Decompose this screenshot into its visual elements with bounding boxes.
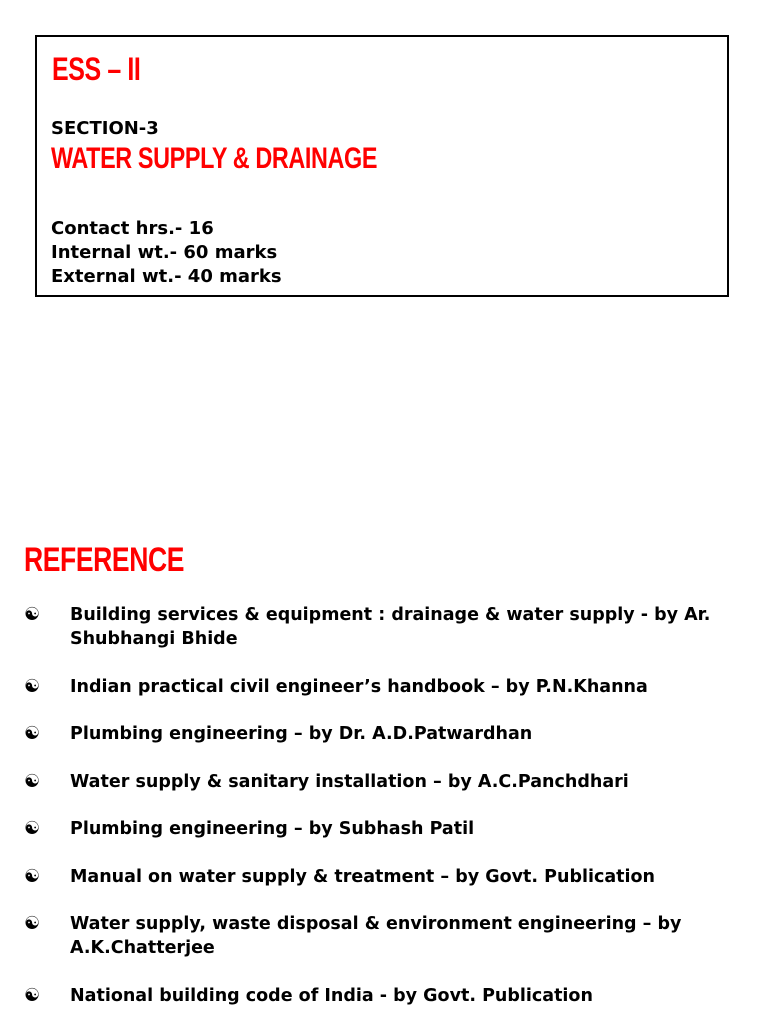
- reference-text: Plumbing engineering – by Dr. A.D.Patwardhan: [70, 724, 533, 744]
- yin-yang-icon: ☯: [24, 818, 41, 839]
- reference-text: Indian practical civil engineer’s handbook – by P.N.Khanna: [70, 676, 648, 697]
- subject-title: WATER SUPPLY & DRAINAGE: [51, 142, 378, 175]
- list-item: [24, 675, 744, 699]
- list-item: [24, 912, 744, 960]
- reference-text: Building services & equipment : drainage & water supply - by Ar. Shubhangi Bhide: [70, 605, 711, 649]
- yin-yang-icon: ☯: [24, 865, 41, 887]
- course-stats: [51, 217, 282, 289]
- section-label: SECTION-3: [51, 118, 159, 139]
- list-item: [24, 984, 744, 1008]
- reference-text: National building code of India - by Govt. Publication: [70, 985, 593, 1006]
- course-code-title: ESS – II: [52, 51, 141, 87]
- reference-text: Water supply, waste disposal & environment engineering – by A.K.Chatterjee: [70, 914, 682, 958]
- internal-weightage: Internal wt.- 60 marks: [51, 242, 278, 263]
- list-item: [24, 722, 744, 746]
- reference-list: [24, 603, 744, 1031]
- reference-text: Plumbing engineering – by Subhash Patil: [70, 819, 475, 839]
- yin-yang-icon: ☯: [24, 723, 41, 744]
- yin-yang-icon: ☯: [24, 604, 41, 625]
- list-item: [24, 603, 744, 651]
- yin-yang-icon: ☯: [24, 913, 41, 934]
- contact-hours: Contact hrs.- 16: [51, 218, 214, 239]
- reference-heading: REFERENCE: [24, 541, 185, 579]
- list-item: [24, 865, 744, 889]
- external-weightage: External wt.- 40 marks: [51, 266, 282, 287]
- list-item: [24, 770, 744, 794]
- list-item: [24, 817, 744, 841]
- yin-yang-icon: ☯: [24, 984, 41, 1006]
- yin-yang-icon: ☯: [24, 770, 41, 792]
- reference-text: Water supply & sanitary installation – by A.C.Panchdhari: [70, 771, 629, 792]
- yin-yang-icon: ☯: [24, 675, 41, 697]
- reference-text: Manual on water supply & treatment – by Govt. Publication: [70, 866, 655, 887]
- course-title-box: [35, 35, 729, 297]
